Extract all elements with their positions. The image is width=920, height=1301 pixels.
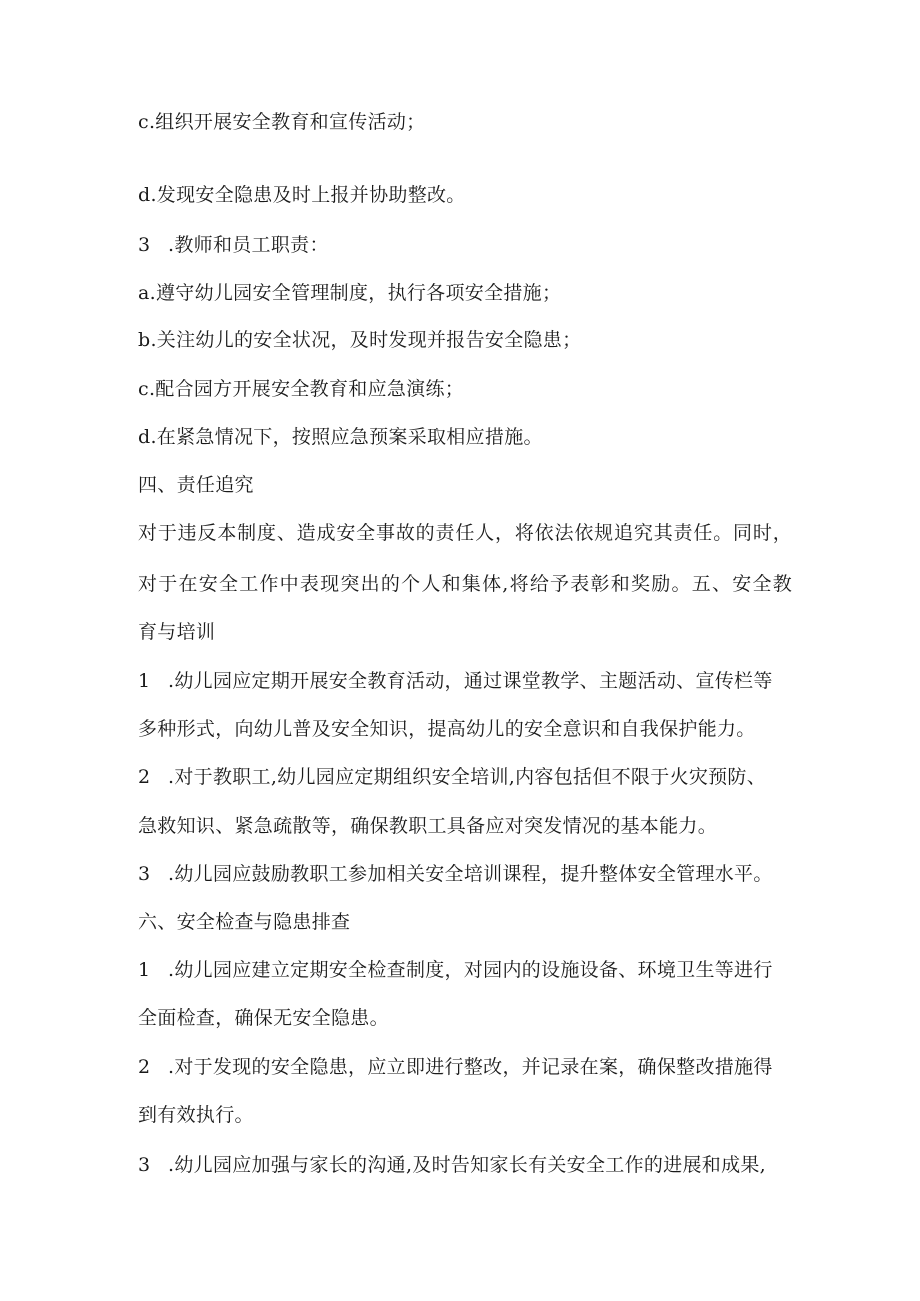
list-text: .教师和员工职责： (168, 234, 329, 256)
list-item-3 (138, 862, 773, 886)
paragraph-line: 急救知识、紧急疏散等，确保教职工具备应对突发情况的基本能力。 (138, 815, 718, 837)
paragraph-line: 对于违反本制度、造成安全事故的责任人，将依法依规追究其责任。同时， (138, 522, 792, 544)
list-text: .幼儿园应鼓励教职工参加相关安全培训课程，提升整体安全管理水平。 (168, 863, 773, 885)
paragraph-line: 育与培训 (138, 621, 216, 643)
list-number: 3 (138, 1154, 151, 1176)
paragraph-line: 多种形式，向幼儿普及安全知识，提高幼儿的安全意识和自我保护能力。 (138, 718, 756, 740)
list-text: .对于教职工,幼儿园应定期组织安全培训,内容包括但不限于火灾预防、 (168, 766, 767, 788)
item-c-line: c.组织开展安全教育和宣传活动； (138, 111, 426, 133)
item-a-line: a.遵守幼儿园安全管理制度，执行各项安全措施； (138, 282, 562, 304)
section-heading-4: 四、责任追究 (138, 474, 254, 496)
paragraph-line: 到有效执行。 (138, 1104, 254, 1126)
list-text: .对于发现的安全隐患，应立即进行整改，并记录在案，确保整改措施得 (168, 1056, 773, 1078)
item-d-line: d.发现安全隐患及时上报并协助整改。 (138, 184, 466, 206)
item-b-line: b.关注幼儿的安全状况，及时发现并报告安全隐患； (138, 329, 582, 351)
item-d-line-2: d.在紧急情况下，按照应急预案采取相应措施。 (138, 426, 543, 448)
list-number: 2 (138, 1056, 151, 1078)
list-number: 1 (138, 670, 151, 692)
list-item-1 (138, 958, 773, 982)
list-item-2 (138, 1055, 773, 1079)
list-item-1 (138, 669, 773, 693)
list-number: 3 (138, 863, 151, 885)
list-text: .幼儿园应建立定期安全检查制度，对园内的设施设备、环境卫生等进行 (168, 959, 773, 981)
item-c-line-2: c.配合园方开展安全教育和应急演练； (138, 378, 465, 400)
paragraph-line: 全面检查，确保无安全隐患。 (138, 1007, 389, 1029)
list-number: 3 (138, 234, 151, 256)
list-number: 2 (138, 766, 151, 788)
list-text: .幼儿园应加强与家长的沟通,及时告知家长有关安全工作的进展和成果, (168, 1154, 767, 1176)
paragraph-line: 对于在安全工作中表现突出的个人和集体,将给予表彰和奖励。五、安全教 (138, 573, 792, 595)
section-heading-6: 六、安全检查与隐患排查 (138, 911, 351, 933)
list-item-3 (138, 1153, 766, 1177)
list-item-2 (138, 765, 766, 789)
list-text: .幼儿园应定期开展安全教育活动，通过课堂教学、主题活动、宣传栏等 (168, 670, 773, 692)
list-number: 1 (138, 959, 151, 981)
section-3-heading (138, 233, 329, 257)
